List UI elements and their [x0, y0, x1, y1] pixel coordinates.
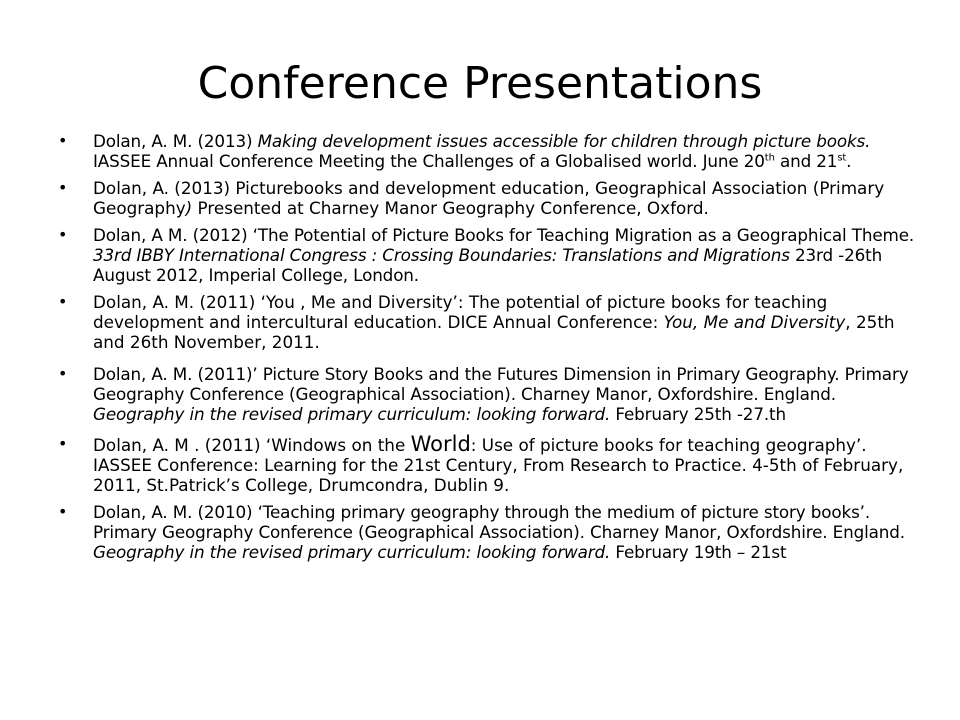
bullet-icon: •	[58, 364, 68, 383]
list-item	[58, 502, 918, 562]
list-item	[58, 131, 918, 171]
list-item	[58, 364, 918, 424]
list-item-text: Dolan, A. M. (2010) ‘Teaching primary geography through the medium of picture story books’. Primary Geography Conference (Geographical Association). Charney Manor, Oxfordshire. England. Geography in the revised primary curriculum: looking forward. February 19th – 21st	[93, 502, 905, 562]
bullet-icon: •	[58, 292, 68, 311]
bullet-icon: •	[58, 225, 68, 244]
slide-title: Conference Presentations	[197, 58, 763, 109]
list-item-text: Dolan, A. M. (2011) ‘You , Me and Diversity’: The potential of picture books for teaching development and intercultural education. DICE Annual Conference: You, Me and Diversity, 25th and 26th November, 2011.	[93, 292, 895, 352]
bullet-icon: •	[58, 178, 68, 197]
list-item	[58, 178, 918, 218]
list-item-text: Dolan, A. (2013) Picturebooks and development education, Geographical Association (Primary Geography) Presented at Charney Manor Geography Conference, Oxford.	[93, 178, 885, 218]
list-item-text: Dolan, A M. (2012) ‘The Potential of Picture Books for Teaching Migration as a Geographical Theme. 33rd IBBY International Congress : Crossing Boundaries: Translations and Migrations 23rd -26th August 2012, Imperial College, London.	[93, 225, 915, 285]
bullet-icon: •	[58, 434, 68, 453]
list-item	[58, 292, 918, 352]
bullet-icon: •	[58, 502, 68, 521]
list-item-text: Dolan, A. M . (2011) ‘Windows on the World: Use of picture books for teaching geography’. IASSEE Conference: Learning for the 21st Century, From Research to Practice. 4-5th of February, 2011, St.Patrick’s College, Drumcondra, Dublin 9.	[93, 432, 904, 495]
list-item	[58, 434, 918, 495]
list-item	[58, 225, 918, 285]
presentation-list	[58, 131, 918, 569]
list-item-text: Dolan, A. M. (2011)’ Picture Story Books and the Futures Dimension in Primary Geography. Primary Geography Conference (Geographical Association). Charney Manor, Oxfordshire. England. Geography in the revised primary curriculum: looking forward. February 25th -27.th	[93, 364, 909, 424]
bullet-icon: •	[58, 131, 68, 150]
list-item-text: Dolan, A. M. (2013) Making development issues accessible for children through picture books. IASSEE Annual Conference Meeting the Challenges of a Globalised world. June 20th and 21st.	[93, 131, 871, 171]
